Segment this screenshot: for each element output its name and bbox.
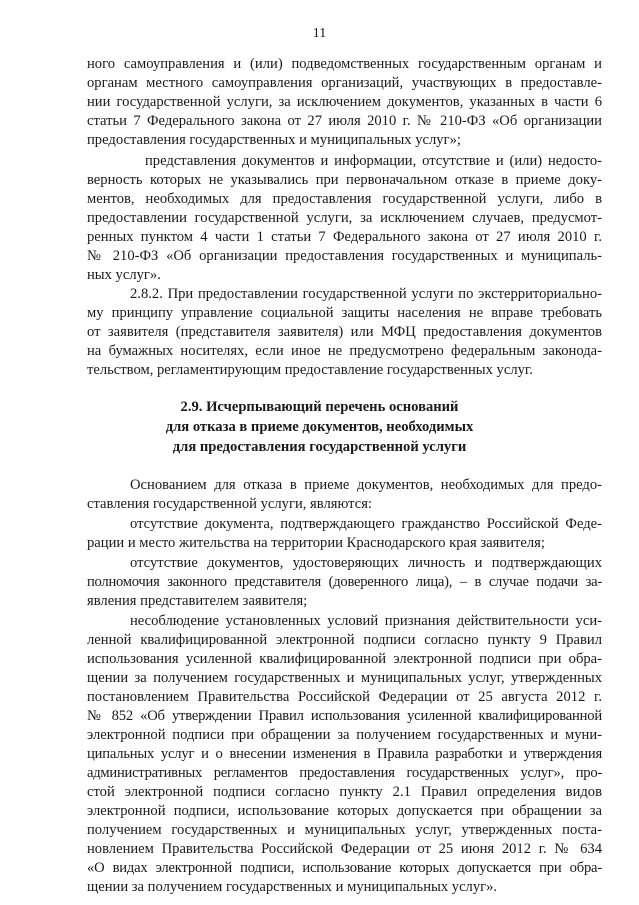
text-line: ципальных услуг и о внесении изменения в Правила разработки и утверждения [87, 746, 602, 762]
text-line: ного самоуправления и (или) подведомственных государственным органам и [87, 56, 602, 72]
text-line: № 210-ФЗ «Об организации предоставления государственных и муниципаль- [87, 248, 602, 264]
section-heading: для предоставления государственной услуги [172, 439, 467, 455]
text-line: использования усиленной квалифицированной электронной подписи при обра- [87, 651, 602, 667]
page-number: 11 [312, 26, 327, 41]
text-line: несоблюдение установленных условий признания действительности уси- [130, 613, 602, 629]
text-line: стой электронной подписи согласно пункту 2.1 Правил определения видов [87, 784, 602, 800]
section-heading: для отказа в приеме документов, необходимых [165, 419, 474, 435]
text-line: от заявителя (представителя заявителя) или МФЦ предоставления документов [87, 324, 602, 340]
text-line: органам местного самоуправления организаций, участвующих в предоставле- [87, 75, 602, 91]
text-line: электронной подписи, использование которых допускается при обращении за [87, 803, 602, 819]
text-line: верность которых не указывались при первоначальном отказе в приеме доку- [87, 172, 602, 188]
text-line: предоставлении государственной услуги, за исключением случаев, предусмот- [87, 210, 602, 226]
text-line: ренных пунктом 4 части 1 статьи 7 Федерального закона от 27 июля 2010 г. [87, 229, 602, 245]
text-line: ных услуг». [87, 267, 161, 283]
text-line: му принципу управление социальной защиты населения не вправе требовать [87, 305, 602, 321]
text-line: щении за получением государственных и муниципальных услуг». [87, 879, 498, 895]
text-line: электронной подписи при обращении за получением государственных и муни- [87, 727, 602, 743]
text-line: ментов, необходимых для предоставления государственной услуги, либо в [87, 191, 602, 207]
text-line: ставления государственной услуги, являются: [87, 496, 372, 512]
text-line: 2.8.2. При предоставлении государственной услуги по экстерриториально- [130, 286, 602, 302]
text-line: нии государственной услуги, за исключением документов, указанных в части 6 [87, 94, 602, 110]
text-line: административных регламентов предоставления государственных услуг», про- [87, 765, 602, 781]
text-line: Основанием для отказа в приеме документов, необходимых для предо- [130, 477, 602, 493]
text-line: отсутствие документа, подтверждающего гражданство Российской Феде- [130, 516, 602, 532]
text-line: постановлением Правительства Российской Федерации от 25 августа 2012 г. [87, 689, 602, 705]
text-line: отсутствие документов, удостоверяющих личность и подтверждающих [130, 555, 602, 571]
text-line: представления документов и информации, отсутствие и (или) недосто- [145, 153, 602, 169]
text-line: новлением Правительства Российской Федерации от 25 июня 2012 г. № 634 [87, 841, 602, 857]
text-line: явления представителем заявителя; [87, 593, 308, 609]
text-line: предоставления государственных и муниципальных услуг»; [87, 132, 461, 148]
text-line: на бумажных носителях, если иное не предусмотрено федеральным законода- [87, 343, 602, 359]
text-line: № 852 «Об утверждении Правил использования усиленной квалифицированной [87, 708, 602, 724]
text-line: щении за получением государственных и муниципальных услуг, утвержденных [87, 670, 602, 686]
text-line: полномочия законного представителя (доверенного лица), – в случае подачи за- [87, 574, 602, 590]
text-line: тельством, регламентирующим предоставление государственных услуг. [87, 362, 533, 378]
section-heading: 2.9. Исчерпывающий перечень оснований [180, 399, 459, 415]
text-line: рации и место жительства на территории Краснодарского края заявителя; [87, 535, 545, 551]
text-line: статьи 7 Федерального закона от 27 июля 2010 г. № 210-ФЗ «Об организации [87, 113, 602, 129]
text-line: ленной квалифицированной электронной подписи согласно пункту 9 Правил [87, 632, 602, 648]
text-line: «О видах электронной подписи, использование которых допускается при обра- [87, 860, 602, 876]
text-line: получением государственных и муниципальных услуг, утвержденных поста- [87, 822, 602, 838]
